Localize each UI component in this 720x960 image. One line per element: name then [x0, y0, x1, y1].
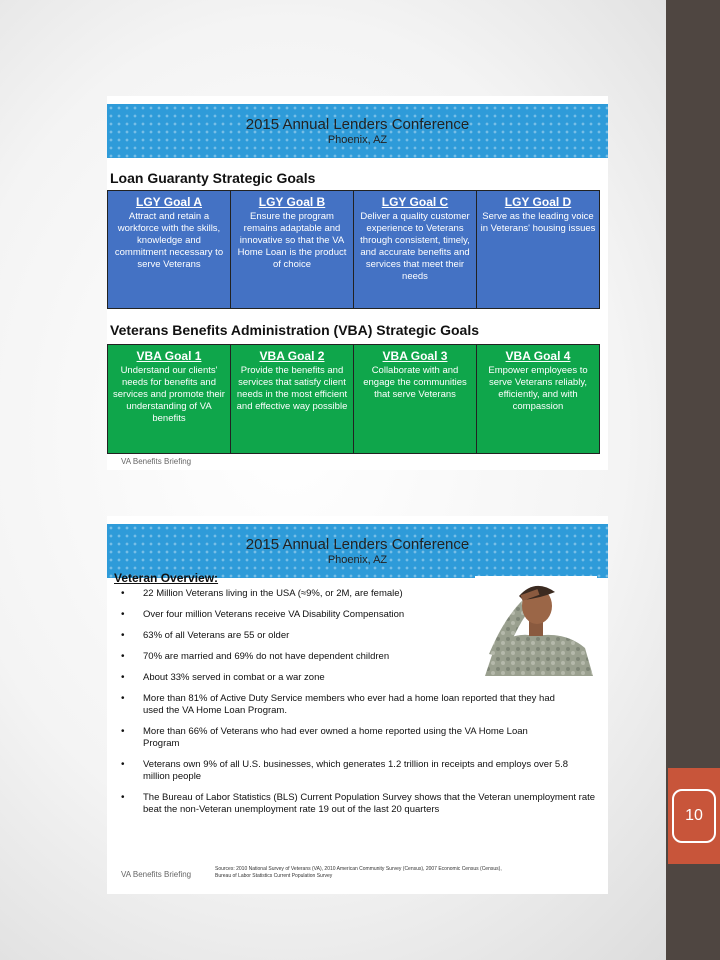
conference-banner	[107, 104, 608, 158]
lgy-goals-row	[107, 190, 600, 309]
list-item: • Veterans own 9% of all U.S. businesses, which generates 1.2 trillion in receipts and employs over 5.8 million people	[115, 759, 583, 783]
vba-goal-2	[231, 345, 354, 453]
goal-text: Provide the benefits and services that satisfy client needs in the most efficient and effective way possible	[236, 365, 348, 412]
list-item: • 22 Million Veterans living in the USA (≈9%, or 2M, are female)	[115, 588, 575, 600]
goal-title: LGY Goal D	[504, 195, 572, 209]
slide-veteran-overview	[107, 516, 608, 894]
list-item: • More than 81% of Active Duty Service members who ever had a home loan reported that they had used the VA Home Loan Program.	[115, 693, 563, 717]
overview-bullets	[115, 588, 596, 825]
goal-text: Serve as the leading voice in Veterans' housing issues	[480, 211, 596, 234]
banner-subtitle: Phoenix, AZ	[327, 553, 388, 566]
goal-title: VBA Goal 2	[259, 349, 325, 363]
page-number-badge	[668, 768, 720, 864]
slide-strategic-goals	[107, 96, 608, 470]
goal-text: Understand our clients' needs for benefits and services and promote their understanding of VA benefits	[113, 365, 225, 424]
list-item: • 70% are married and 69% do not have dependent children	[115, 651, 575, 663]
goal-title: LGY Goal B	[258, 195, 326, 209]
lgy-goal-a	[108, 191, 231, 308]
vba-heading: Veterans Benefits Administration (VBA) Strategic Goals	[110, 322, 480, 338]
goal-text: Attract and retain a workforce with the skills, knowledge and commitment necessary to serve Veterans	[114, 211, 224, 270]
list-item: • About 33% served in combat or a war zone	[115, 672, 575, 684]
goal-title: VBA Goal 4	[505, 349, 571, 363]
vba-goals-row	[107, 344, 600, 454]
lgy-goal-d	[477, 191, 599, 308]
goal-title: VBA Goal 1	[136, 349, 202, 363]
banner-title: 2015 Annual Lenders Conference	[245, 535, 470, 553]
goal-text: Empower employees to serve Veterans reliably, efficiently, and with compassion	[488, 365, 588, 412]
list-item: • More than 66% of Veterans who had ever owned a home reported using the VA Home Loan Program	[115, 726, 563, 750]
vba-goal-4	[477, 345, 599, 453]
lgy-goal-c	[354, 191, 477, 308]
conference-banner	[107, 524, 608, 578]
vba-goal-3	[354, 345, 477, 453]
banner-subtitle: Phoenix, AZ	[327, 133, 388, 146]
banner-title: 2015 Annual Lenders Conference	[245, 115, 470, 133]
slide-footer: VA Benefits Briefing	[121, 870, 192, 879]
lgy-goal-b	[231, 191, 354, 308]
goal-title: LGY Goal C	[381, 195, 449, 209]
sources-note: Sources: 2010 National Survey of Veterans (VA), 2010 American Community Survey (Census), 2007 Economic Census (Census), Bureau of Labor Statistics Current Population Survey	[215, 866, 502, 879]
lgy-heading: Loan Guaranty Strategic Goals	[110, 170, 316, 186]
goal-title: VBA Goal 3	[382, 349, 448, 363]
page-number: 10	[685, 807, 703, 824]
list-item: • Over four million Veterans receive VA Disability Compensation	[115, 609, 575, 621]
goal-text: Ensure the program remains adaptable and innovative so that the VA Home Loan is the product of choice	[237, 211, 347, 270]
vba-goal-1	[108, 345, 231, 453]
goal-text: Deliver a quality customer experience to Veterans through consistent, timely, and accurate benefits and services that meet their needs	[360, 211, 470, 282]
list-item: • The Bureau of Labor Statistics (BLS) Current Population Survey shows that the Veteran unemployment rate beat the non-Veteran unemployment rate 19 out of the last 20 quarters	[115, 792, 603, 816]
slide-footer: VA Benefits Briefing	[121, 457, 192, 466]
overview-title: Veteran Overview:	[114, 571, 219, 585]
goal-title: LGY Goal A	[135, 195, 202, 209]
list-item: • 63% of all Veterans are 55 or older	[115, 630, 575, 642]
goal-text: Collaborate with and engage the communities that serve Veterans	[363, 365, 467, 400]
